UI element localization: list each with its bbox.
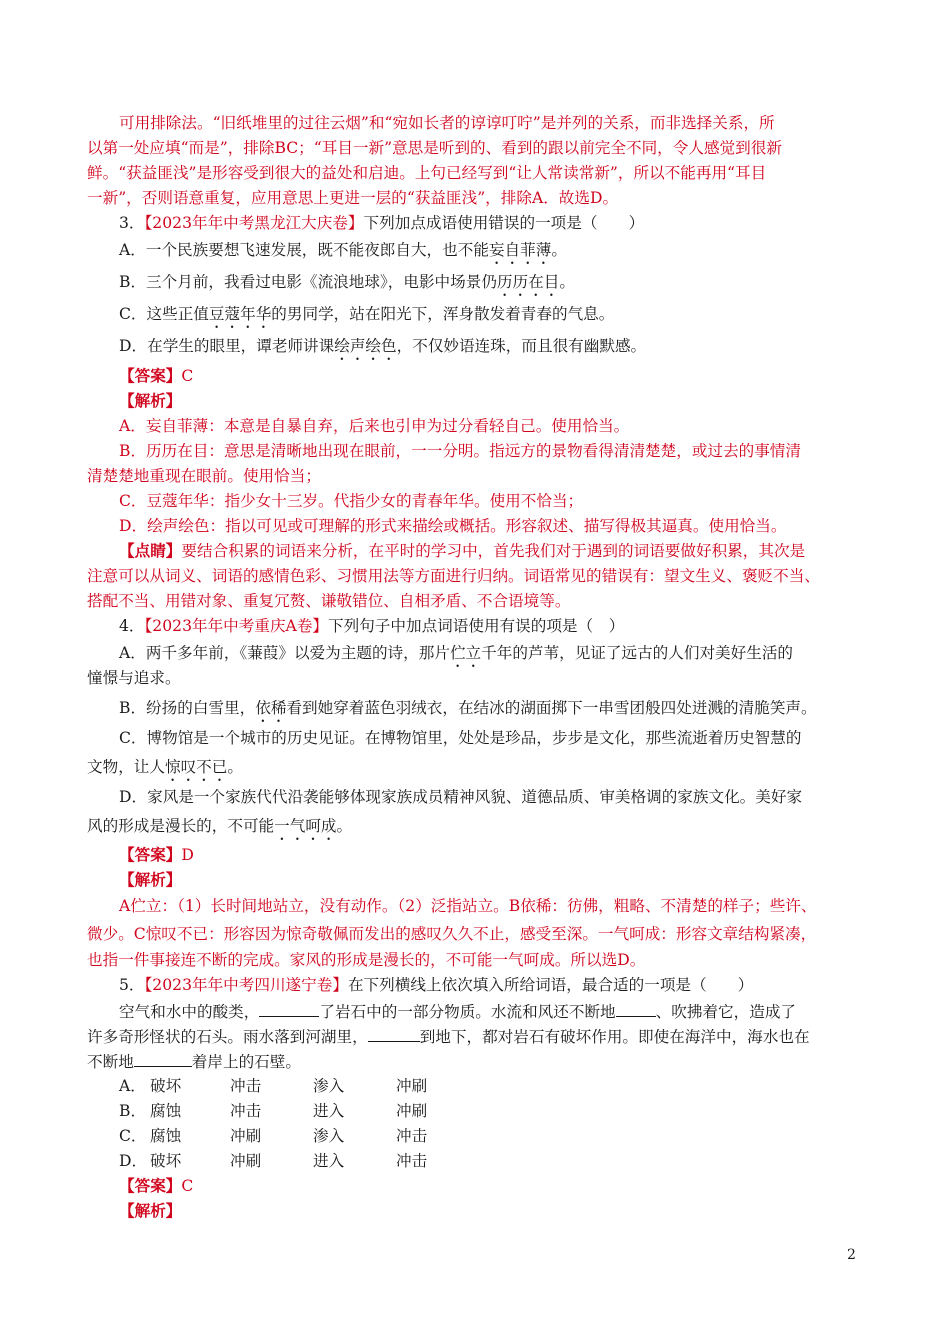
- document-page: 可用排除法。“旧纸堆里的过往云烟”和“宛如长者的谆谆叮咛”是并列的关系，而非选择关系，所 以第一处应填“而是”，排除BC；“耳目一新”意思是听到的、看到的跟以前完全不同，令人感觉到很新 鲜。“获益匪浅”是形容受到很大的益处和启迪。上句已经写到“让人常读常新”，所以不能再用“耳目 一新”，否则语意重复，应用意思上更进一层的“获益匪浅”，排除A．故选D。 3．【2023年年中考黑龙江大庆卷】下列加点成语使用错误的一项是（ ） A．一个民族要想飞速发展，既不能夜郎自大，也不能妄自菲薄。 B．三个月前，我看过电影《流浪地球》，电影中场景仍历历在目。 C．这些正值豆蔻年华的男同学，站在阳光下，浑身散发着青春的气息。 D．在学生的眼里，谭老师讲课绘声绘色，不仅妙语连珠，而且很有幽默感。 【答案】C 【解析】 A．妄自菲薄：本意是自暴自弃，后来也引申为过分看轻自己。使用恰当。 B．历历在目：意思是清晰地出现在眼前，一一分明。指远方的景物看得清清楚楚，或过去的事情清 清楚楚地重现在眼前。使用恰当； C．豆蔻年华：指少女十三岁。代指少女的青春年华。使用不恰当； D．绘声绘色：指以可见或可理解的形式来描绘或概括。形容叙述、描写得极其逼真。使用恰当。 【点睛】要结合积累的词语来分析，在平时的学习中，首先我们对于遇到的词语要做好积累，其次是 注意可以从词义、词语的感情色彩、习惯用法等方面进行归纳。词语常见的错误有：望文生义、褒贬不当、 搭配不当、用错对象、重复冗赘、谦敬错位、自相矛盾、不合语境等。 4．【2023年年中考重庆A卷】下列句子中加点词语使用有误的项是（ ） A．两千多年前，《蒹葭》以爱为主题的诗，那片伫立千年的芦苇，见证了远古的人们对美好生活的 憧憬与追求。 B．纷扬的白雪里，依稀看到她穿着蓝色羽绒衣，在结冰的湖面掷下一串雪团般四处迸溅的清脆笑声。 C．博物馆是一个城市的历史见证。在博物馆里，处处是珍品，步步是文化，那些流逝着历史智慧的 文物，让人惊叹不已。 D．家风是一个家族代代沿袭能够体现家族成员精神风貌、道德品质、审美格调的家族文化。美好家 风的形成是漫长的，不可能一气呵成。 【答案】D 【解析】 A伫立：（1）长时间地站立，没有动作。（2）泛指站立。B依稀：彷佛，粗略、不清楚的样子；些许、 微少。C惊叹不已：形容因为惊奇敬佩而发出的感叹久久不止，感受至深。一气呵成：形容文章结构紧凑， 也指一件事接连不断的完成。家风的形成是漫长的，不可能一气呵成。所以选D。 5．【2023年年中考四川遂宁卷】在下列横线上依次填入所给词语，最合适的一项是（ ） 空气和水中的酸类， 了岩石中的一部分物质。水流和风还不断地 、吹拂着它，造成了 许多奇形怪状的石头。雨水落到河湖里， 到地下，都对岩石有破坏作用。即使在海洋中，海水也在 不断地 着岸上的石壁。 A． 破坏 冲击 渗入 冲刷 B． 腐蚀 冲击 进入 冲刷 C． 腐蚀 冲刷 渗入 冲击 D． 破坏 冲刷 进入 冲击 【答案】C 【解析】 2: [87, 114, 856, 1263]
- q3-analysis-line-2: B．历历在目：意思是清晰地出现在眼前，一一分明。指远方的景物看得清清楚楚，或过去的事情清: [119, 442, 801, 460]
- q4-option-c-line-1: C．博物馆是一个城市的历史见证。在博物馆里，处处是珍品，步步是文化，那些流逝着历史智慧的: [119, 729, 802, 747]
- q3-tip-line-2: 注意可以从词义、词语的感情色彩、习惯用法等方面进行归纳。词语常见的错误有：望文生义、褒贬不当、: [87, 567, 820, 585]
- answer-value: D: [181, 846, 194, 864]
- q4-analysis-line-2: 微少。C惊叹不已：形容因为惊奇敬佩而发出的感叹久久不止，感受至深。一气呵成：形容文章结构紧凑，: [87, 925, 817, 943]
- question-source: 【2023年年中考四川遂宁卷】: [144, 976, 348, 994]
- q3-option-d: D．在学生的眼里，谭老师讲课绘声绘色，不仅妙语连珠，而且很有幽默感。: [119, 337, 647, 355]
- q4-option-a-line-2: 憧憬与追求。: [87, 669, 181, 687]
- emphasized-idiom: 妄自菲薄: [488, 241, 552, 259]
- q3-analysis-label: 【解析】: [119, 391, 182, 410]
- emphasized-word: 伫立: [449, 644, 482, 662]
- fill-blank-1: [259, 1001, 319, 1017]
- q4-answer: [119, 845, 194, 865]
- intro-analysis-line-2: 以第一处应填“而是”，排除BC；“耳目一新”意思是听到的、看到的跟以前完全不同，令人感觉到很新: [87, 139, 782, 157]
- question-number: 5．: [119, 976, 145, 994]
- page-number: 2: [847, 1247, 856, 1263]
- answer-label: 【答案】: [119, 366, 182, 385]
- q3-analysis-line-5: D．绘声绘色：指以可见或可理解的形式来描绘或概括。形容叙述、描写得极其逼真。使用恰当。: [119, 517, 787, 535]
- tip-label: 【点睛】: [119, 541, 182, 560]
- q4-option-c-line-2: 文物，让人惊叹不已。: [87, 758, 243, 776]
- q3-option-c: C．这些正值豆蔻年华的男同学，站在阳光下，浑身散发着青春的气息。: [119, 305, 615, 323]
- answer-value: C: [181, 367, 194, 385]
- q3-analysis-line-1: A．妄自菲薄：本意是自暴自弃，后来也引申为过分看轻自己。使用恰当。: [119, 417, 630, 435]
- question-5-header: [119, 975, 753, 995]
- question-source: 【2023年年中考重庆A卷】: [144, 617, 329, 635]
- question-3-header: [119, 213, 644, 233]
- question-4-header: [119, 616, 624, 636]
- q3-option-b: B．三个月前，我看过电影《流浪地球》，电影中场景仍历历在目。: [119, 273, 575, 291]
- q5-answer: [119, 1176, 193, 1196]
- q4-analysis-label: 【解析】: [119, 870, 182, 889]
- q3-tip-line-1: 【点睛】要结合积累的词语来分析，在平时的学习中，首先我们对于遇到的词语要做好积累，其次是: [119, 541, 806, 560]
- q5-analysis-label: 【解析】: [119, 1201, 182, 1220]
- q4-option-a-line-1: A．两千多年前，《蒹葭》以爱为主题的诗，那片伫立千年的芦苇，见证了远古的人们对美好生活的: [119, 644, 794, 662]
- emphasized-word: 一气呵成: [274, 817, 337, 835]
- question-stem: 在下列横线上依次填入所给词语，最合适的一项是（ ）: [347, 976, 754, 994]
- q4-option-b: B．纷扬的白雪里，依稀看到她穿着蓝色羽绒衣，在结冰的湖面掷下一串雪团般四处迸溅的清脆笑声。: [119, 699, 817, 717]
- q5-passage-line-3: 不断地 着岸上的石壁。: [87, 1053, 301, 1071]
- intro-analysis-line-1: 可用排除法。“旧纸堆里的过往云烟”和“宛如长者的谆谆叮咛”是并列的关系，而非选择关系，所: [119, 114, 775, 132]
- q4-option-d-line-1: D．家风是一个家族代代沿袭能够体现家族成员精神风貌、道德品质、审美格调的家族文化。美好家: [119, 788, 803, 806]
- emphasized-word: 惊叹不已: [164, 758, 228, 776]
- question-number: 3．: [119, 214, 145, 232]
- q4-option-d-line-2: 风的形成是漫长的，不可能一气呵成。: [87, 817, 353, 835]
- q3-tip-line-3: 搭配不当、用错对象、重复冗赘、谦敬错位、自相矛盾、不合语境等。: [87, 592, 571, 610]
- q4-analysis-line-1: A伫立：（1）长时间地站立，没有动作。（2）泛指站立。B依稀：彷佛，粗略、不清楚的样子；些许、: [119, 897, 817, 915]
- question-number: 4．: [119, 617, 145, 635]
- fill-blank-2: [616, 1001, 656, 1017]
- answer-label: 【答案】: [119, 1176, 182, 1195]
- q3-answer: [119, 366, 193, 386]
- emphasized-idiom: 绘声绘色: [334, 337, 397, 355]
- answer-label: 【答案】: [119, 845, 182, 864]
- question-source: 【2023年年中考黑龙江大庆卷】: [144, 214, 364, 232]
- intro-analysis-line-3: 鲜。“获益匪浅”是形容受到很大的益处和启迪。上句已经写到“让人常读常新”，所以不能再用“耳目: [87, 164, 767, 182]
- fill-blank-4: [134, 1051, 192, 1067]
- q3-analysis-line-4: C．豆蔻年华：指少女十三岁。代指少女的青春年华。使用不恰当；: [119, 492, 584, 510]
- emphasized-idiom: 豆蔻年华: [208, 305, 272, 323]
- q5-passage-line-2: 许多奇形怪状的石头。雨水落到河湖里， 到地下，都对岩石有破坏作用。即使在海洋中，海水也在: [87, 1028, 810, 1046]
- fill-blank-3: [368, 1026, 420, 1042]
- q5-passage-line-1: 空气和水中的酸类， 了岩石中的一部分物质。水流和风还不断地 、吹拂着它，造成了: [119, 1003, 797, 1021]
- emphasized-idiom: 历历在目: [496, 273, 560, 291]
- answer-value: C: [181, 1177, 194, 1195]
- question-stem: 下列加点成语使用错误的一项是（ ）: [363, 214, 645, 232]
- question-stem: 下列句子中加点词语使用有误的项是（ ）: [328, 617, 625, 635]
- q4-analysis-line-3: 也指一件事接连不断的完成。家风的形成是漫长的，不可能一气呵成。所以选D。: [87, 951, 646, 969]
- q3-analysis-line-3: 清楚楚地重现在眼前。使用恰当；: [87, 467, 321, 485]
- intro-analysis-line-4: 一新”，否则语意重复，应用意思上更进一层的“获益匪浅”，排除A．故选D。: [87, 189, 619, 207]
- q3-option-a: A．一个民族要想飞速发展，既不能夜郎自大，也不能妄自菲薄。: [119, 241, 567, 259]
- emphasized-word: 依稀: [255, 699, 287, 717]
